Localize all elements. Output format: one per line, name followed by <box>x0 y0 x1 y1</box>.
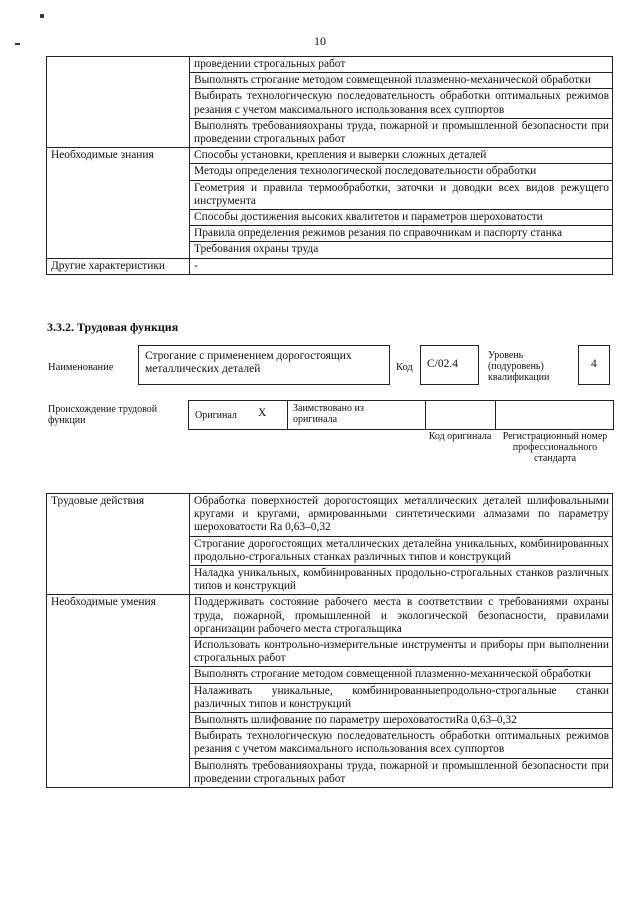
table-cell: Выбирать технологическую последовательность обработки оптимальных режимов резания с учетом максимального использования всех суппортов <box>190 89 613 118</box>
table-cell: Выполнять шлифование по параметру шероховатостиRa 0,63–0,32 <box>190 713 613 729</box>
table-cell: Методы определения технологической последовательности обработки <box>190 164 613 180</box>
table-row <box>47 57 613 73</box>
table-cell: Выполнять строгание методом совмещенной плазменно-механической обработки <box>190 73 613 89</box>
table-cell: Поддерживать состояние рабочего места в соответствии с требованиями охраны труда, пожарной, промышленной и экологической безопасности, правилами организации рабочего места строгальщика <box>190 595 613 638</box>
table-row <box>47 148 613 164</box>
table-cell: Строгание дорогостоящих металлических деталейна уникальных, комбинированных продольно-строгальных станках различных типов и конструкций <box>190 536 613 565</box>
original-mark: X <box>258 407 267 419</box>
row-label: Другие характеристики <box>47 258 190 274</box>
borrowed-label: Заимствовано из оригинала <box>293 403 364 425</box>
reg-caption: Регистрационный номер профессионального стандарта <box>502 431 608 464</box>
table-row <box>47 595 613 638</box>
row-label: Необходимые умения <box>47 595 190 788</box>
scan-mark <box>40 14 44 18</box>
code-caption: Код оригинала <box>428 431 492 442</box>
section-title: 3.3.2. Трудовая функция <box>47 320 179 334</box>
table-cell: Наладка уникальных, комбинированных продольно-строгальных станков различных типов и конструкций <box>190 566 613 595</box>
table-cell: Использовать контрольно-измерительные инструменты и приборы при выполнении строгальных работ <box>190 638 613 667</box>
name-label: Наименование <box>48 362 114 373</box>
table-cell: Налаживать уникальные, комбинированныепродольно-строгальные станки различных типов и конструкций <box>190 683 613 712</box>
table-cell: Обработка поверхностей дорогостоящих металлических деталей шлифовальными кругами и кругами, армированными синтетическими алмазами по параметру шероховатости Ra 0,63–0,32 <box>190 494 613 537</box>
table-cell: Выполнять требованияохраны труда, пожарной и промышленной безопасности при проведении строгальных работ <box>190 118 613 147</box>
level-label: Уровень (подуровень) квалификации <box>488 350 550 383</box>
table-cell: Выбирать технологическую последовательность обработки оптимальных режимов резания с учетом максимального использования всех суппортов <box>190 729 613 758</box>
code-label: Код <box>396 362 413 373</box>
actions-table <box>46 493 613 788</box>
table-cell: Геометрия и правила термообработки, заточки и доводки всех видов режущего инструмента <box>190 180 613 209</box>
table-cell: проведении строгальных работ <box>190 57 613 73</box>
table-cell: Способы достижения высоких квалитетов и параметров шероховатости <box>190 210 613 226</box>
table-row <box>47 258 613 274</box>
table-cell: Выполнять строгание методом совмещенной плазменно-механической обработки <box>190 667 613 683</box>
table-cell: Требования охраны труда <box>190 242 613 258</box>
original-label: Оригинал <box>195 410 237 421</box>
origin-box <box>188 400 614 430</box>
table-cell: Способы установки, крепления и выверки сложных деталей <box>190 148 613 164</box>
level-value: 4 <box>578 345 610 385</box>
divider <box>425 400 426 429</box>
row-label <box>47 57 190 148</box>
table-row <box>47 494 613 537</box>
function-name: Строгание с применением дорогостоящих металлических деталей <box>138 345 390 385</box>
divider <box>495 400 496 429</box>
row-label: Необходимые знания <box>47 148 190 258</box>
knowledge-table <box>46 56 613 275</box>
origin-label: Происхождение трудовой функции <box>48 404 158 426</box>
table-cell: - <box>190 258 613 274</box>
code-value: C/02.4 <box>420 345 479 385</box>
table-cell: Правила определения режимов резания по справочникам и паспорту станка <box>190 226 613 242</box>
divider <box>287 400 288 429</box>
row-label: Трудовые действия <box>47 494 190 595</box>
table-cell: Выполнять требованияохраны труда, пожарной и промышленной безопасности при проведении строгальных работ <box>190 758 613 787</box>
page-number: 10 <box>314 34 326 48</box>
